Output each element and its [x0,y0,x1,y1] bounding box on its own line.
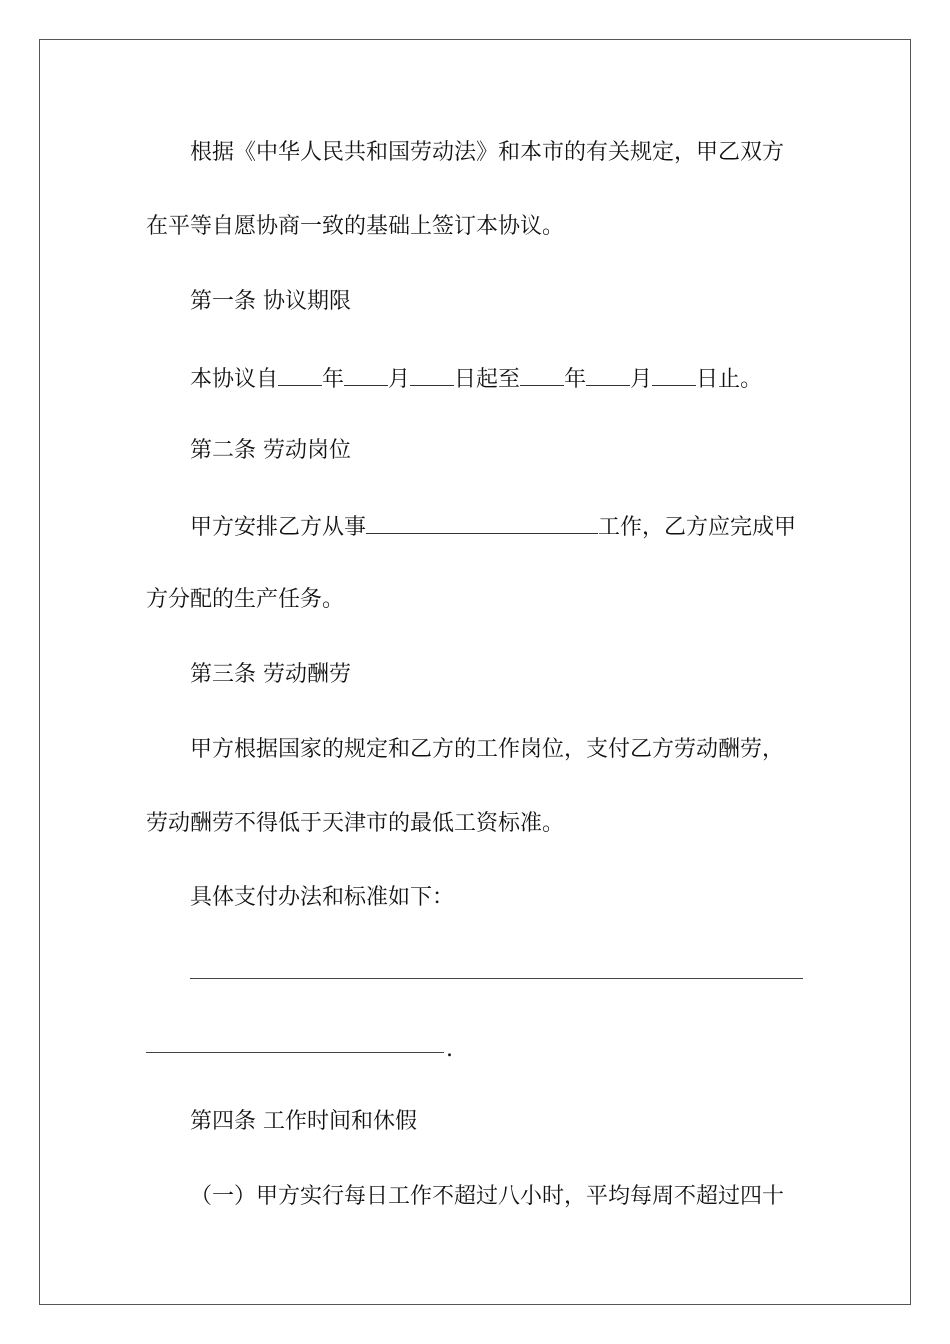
article-1-title: 第一条 协议期限 [190,289,351,314]
job-blank [366,511,598,534]
term-year-2: 年 [564,367,587,392]
start-year-blank [278,363,322,386]
end-month-blank [586,363,630,386]
article-2-line-2: 方分配的生产任务。 [146,587,345,612]
article-2-line-1 [190,511,796,542]
article-3-line-2: 劳动酬劳不得低于天津市的最低工资标准。 [146,811,565,836]
start-month-blank [344,363,388,386]
article-3-line-1: 甲方根据国家的规定和乙方的工作岗位，支付乙方劳动酬劳， [190,737,785,762]
paragraph-intro-line-2: 在平等自愿协商一致的基础上签订本协议。 [146,214,565,239]
term-day-1: 日起至 [454,367,521,392]
article-1-term-line [190,363,762,394]
article-4-item-1: （一）甲方实行每日工作不超过八小时，平均每周不超过四十 [190,1184,785,1209]
article-3-line-3: 具体支付办法和标准如下： [190,885,455,910]
job-prefix: 甲方安排乙方从事 [190,515,367,540]
article-3-title: 第三条 劳动酬劳 [190,662,351,687]
term-prefix: 本协议自 [190,367,279,392]
term-year-1: 年 [322,367,345,392]
term-day-2: 日止。 [696,367,763,392]
paragraph-intro-line-1: 根据《中华人民共和国劳动法》和本市的有关规定，甲乙双方 [190,140,785,165]
end-day-blank [652,363,696,386]
start-day-blank [410,363,454,386]
payment-standard-blank-1 [190,978,803,979]
term-month-2: 月 [630,367,653,392]
article-2-title: 第二条 劳动岗位 [190,438,351,463]
article-4-title: 第四条 工作时间和休假 [190,1109,417,1134]
term-month-1: 月 [388,367,411,392]
blank-end-period: . [446,1037,453,1062]
payment-standard-blank-2 [146,1052,444,1053]
end-year-blank [520,363,564,386]
job-suffix: 工作，乙方应完成甲 [598,515,797,540]
